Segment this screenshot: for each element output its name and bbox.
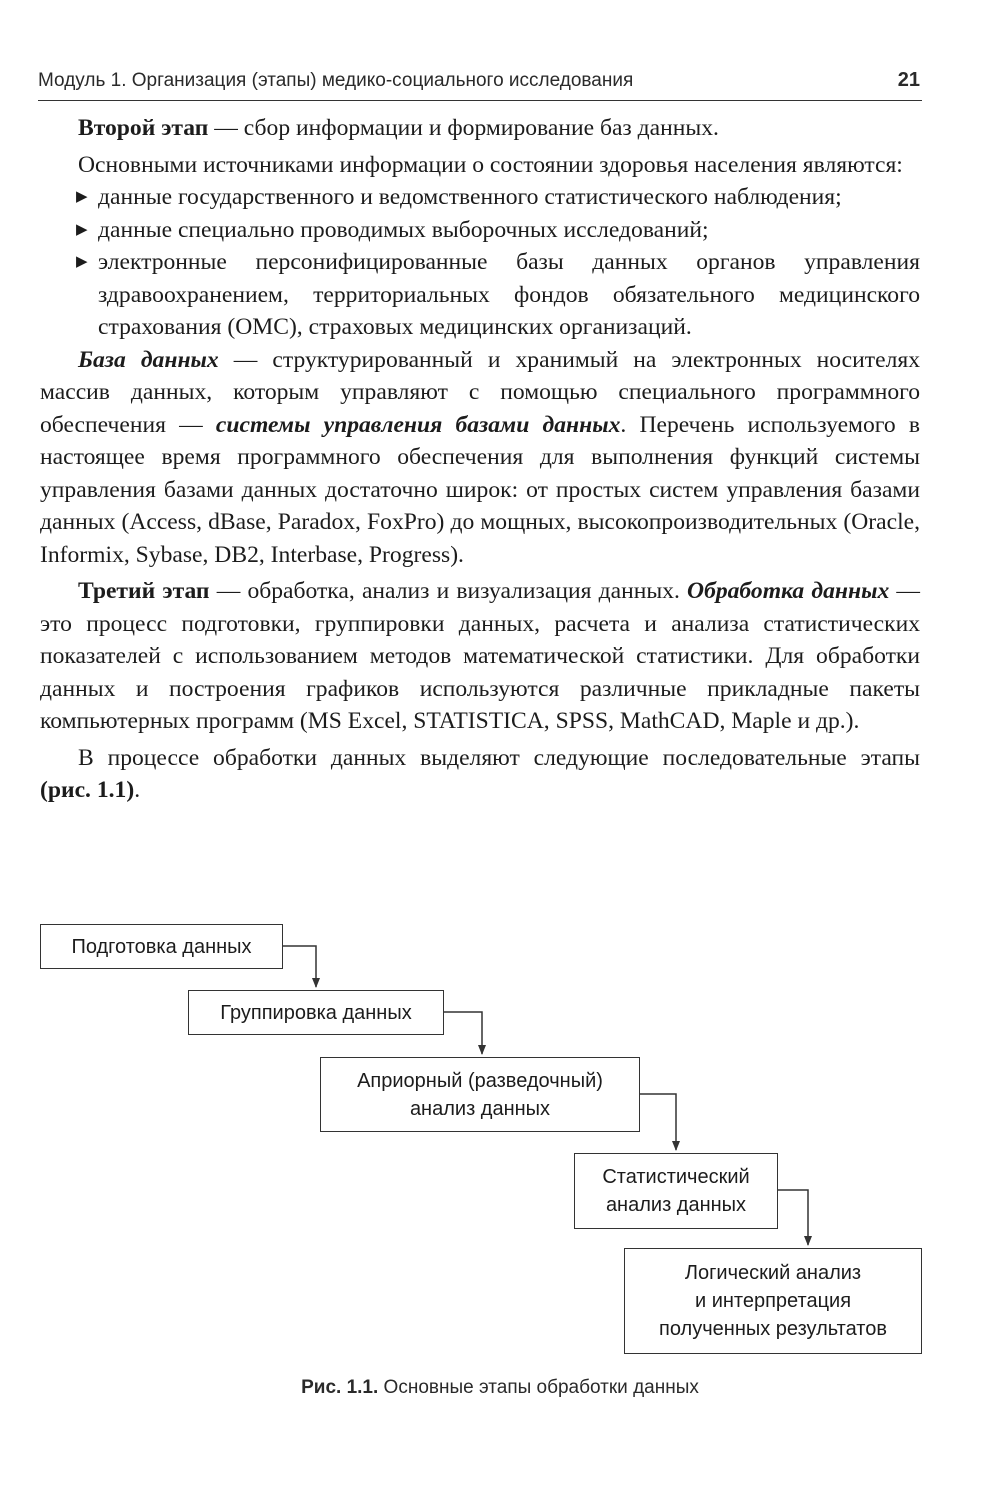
term-database: База данных — [78, 346, 219, 373]
step-box-exploratory-analysis: Априорный (разведочный) анализ данных — [320, 1057, 640, 1132]
connector-arrow — [283, 946, 316, 987]
list-item: ▶ данные государственного и ведомственного статистического наблюдения; — [40, 181, 920, 214]
connector-arrow — [444, 1012, 482, 1054]
paragraph-stage-three: Третий этап — обработка, анализ и визуализация данных. Обработка данных — это процесс подготовки, группировки данных, расчета и анализа статистических показателей с использованием методов математической статистики. Для обработки данных и построения графиков используются различные прикладные пакеты компьютерных программ (MS Excel, STATISTICA, SPSS, MathCAD, Maple и др.). — [40, 578, 921, 734]
figure-reference: (рис. 1.1) — [40, 777, 135, 803]
list-item: ▶ данные специально проводимых выборочных исследований; — [40, 214, 920, 247]
figure-label: Рис. 1.1. — [301, 1377, 379, 1398]
paragraph-database: База данных — структурированный и хранимый на электронных носителях массив данных, которым управляют с помощью специального программного обеспечения — системы управления базами данных. Перечень используемого в настоящее время программного обеспечения для выполнения функций системы управления базами данных достаточно широк: от простых систем управления базами данных (Access, dBase, Paradox, FoxPro) до мощных, высокопроизводительных (Oracle, Informix, Sybase, DB2, Interbase, Progress). — [40, 346, 920, 568]
stage-three-label: Третий этап — [78, 578, 210, 604]
figure-caption: Рис. 1.1. Основные этапы обработки данных — [301, 1377, 699, 1398]
term-data-processing: Обработка данных — [687, 578, 890, 604]
paragraph-stage-two: Второй этап — сбор информации и формирование баз данных. — [78, 115, 719, 141]
bullet-marker-icon: ▶ — [76, 254, 88, 270]
stage-two-label: Второй этап — [78, 115, 209, 141]
connector-arrow — [640, 1094, 676, 1150]
list-item: ▶ электронные персонифицированные базы данных органов управления здравоохранением, территориальных фондов обязательного медицинского страхования (ОМС), страховых медицинских организаций. — [40, 246, 920, 344]
step-box-preparation: Подготовка данных — [40, 924, 283, 969]
bullet-marker-icon: ▶ — [76, 189, 88, 205]
step-box-statistical-analysis: Статистический анализ данных — [574, 1153, 778, 1229]
running-title: Модуль 1. Организация (этапы) медико-социального исследования — [38, 70, 634, 91]
paragraph-stages-intro: В процессе обработки данных выделяют следующие последовательные этапы (рис. 1.1). — [40, 744, 920, 803]
term-dbms: системы управления базами данных — [215, 411, 621, 438]
paragraph-sources: Основными источниками информации о состоянии здоровья населения являются: — [78, 151, 903, 178]
bullet-marker-icon: ▶ — [76, 221, 88, 238]
page-number: 21 — [897, 69, 920, 91]
step-box-grouping: Группировка данных — [188, 990, 444, 1035]
step-box-logical-analysis: Логический анализ и интерпретация полученных результатов — [624, 1248, 922, 1354]
connector-arrow — [778, 1190, 808, 1245]
